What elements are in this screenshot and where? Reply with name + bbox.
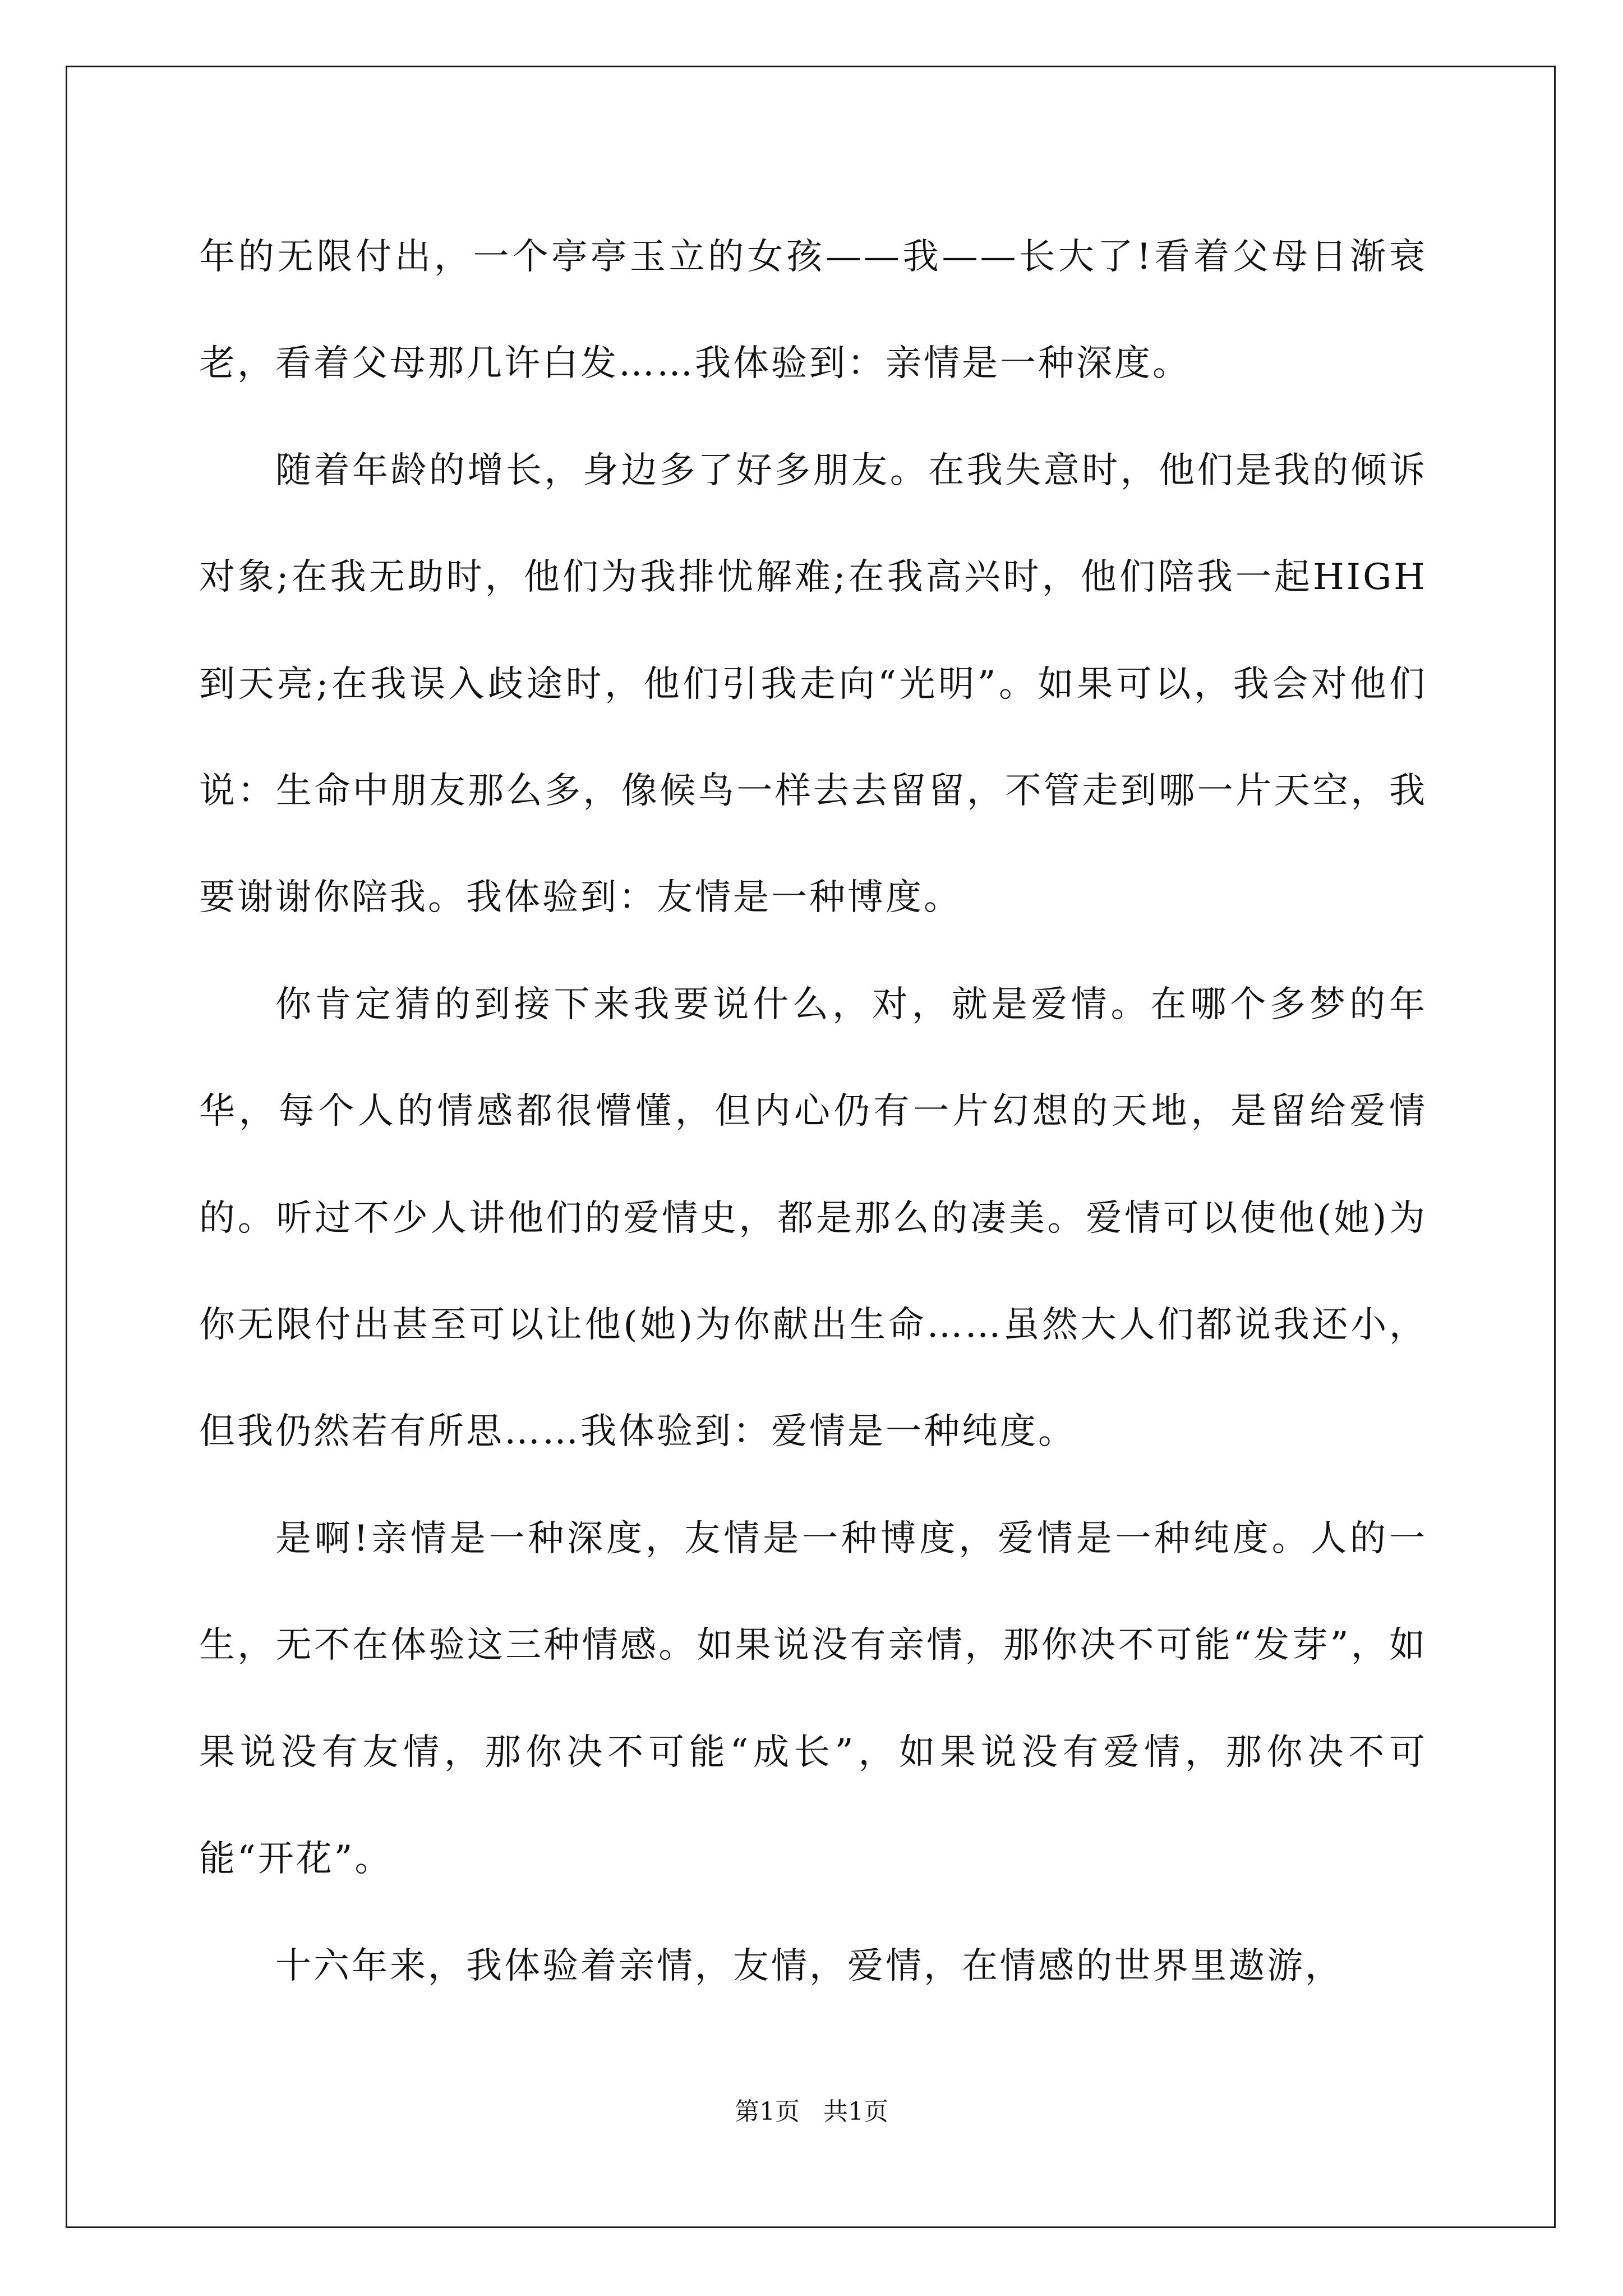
paragraph-3: 你肯定猜的到接下来我要说什么，对，就是爱情。在哪个多梦的年华，每个人的情感都很懵懂，但内心仍有一片幻想的天地，是留给爱情的。听过不少人讲他们的爱情史，都是那么的凄美。爱情可以使他(她)为你无限付出甚至可以让他(她)为你献出生命……虽然大人们都说我还小，但我仍然若有所思……我体验到：爱情是一种纯度。 — [199, 983, 1427, 1453]
paragraph-1: 年的无限付出，一个亭亭玉立的女孩——我——长大了!看着父母日渐衰老，看着父母那几许白发……我体验到：亲情是一种深度。 — [199, 236, 1427, 385]
paragraph-5: 十六年来，我体验着亲情，友情，爱情，在情感的世界里遨游， — [275, 1945, 1343, 1987]
document-body — [199, 204, 1427, 2019]
paragraph-4: 是啊!亲情是一种深度，友情是一种博度，爱情是一种纯度。人的一生，无不在体验这三种情感。如果说没有亲情，那你决不可能“发芽”，如果说没有友情，那你决不可能“成长”，如果说没有爱情，那你决不可能“开花”。 — [199, 1517, 1427, 1880]
paragraph-2: 随着年龄的增长，身边多了好多朋友。在我失意时，他们是我的倾诉对象;在我无助时，他们为我排忧解难;在我高兴时，他们陪我一起HIGH到天亮;在我误入歧途时，他们引我走向“光明”。如果可以，我会对他们说：生命中朋友那么多，像候鸟一样去去留留，不管走到哪一片天空，我要谢谢你陪我。我体验到：友情是一种博度。 — [199, 449, 1427, 919]
page-number-footer: 第1页 共1页 — [735, 2097, 888, 2126]
